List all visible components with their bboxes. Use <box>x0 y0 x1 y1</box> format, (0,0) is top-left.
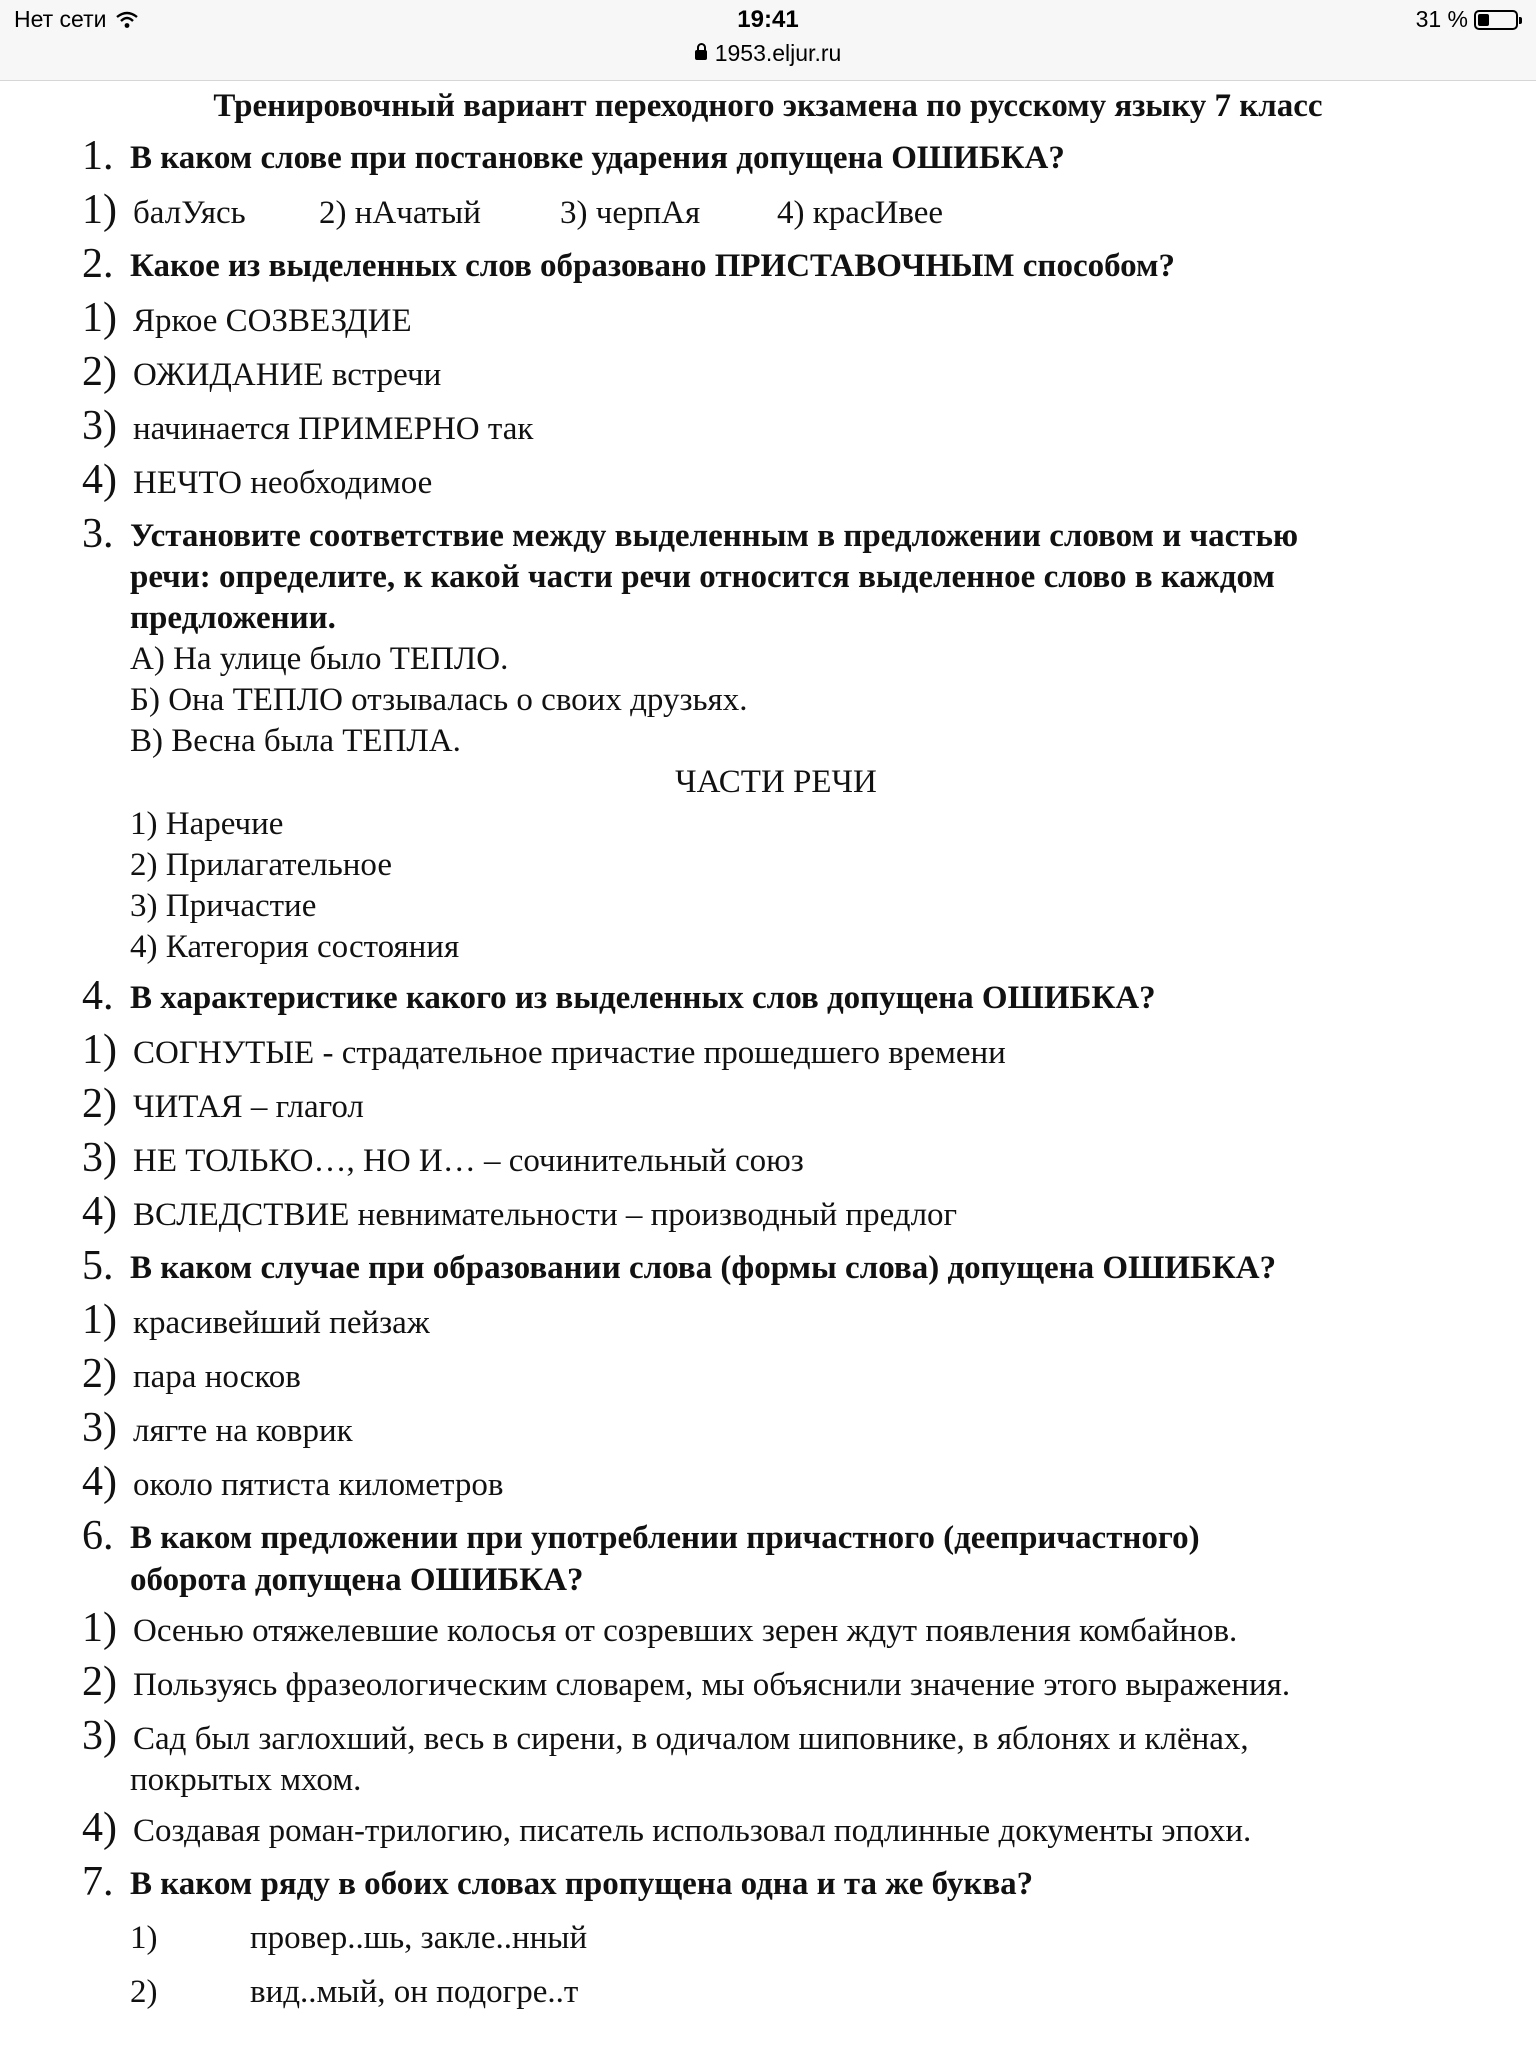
option-number: 3) <box>82 1713 117 1759</box>
option-text: Осенью отяжелевшие колосья от созревших зерен ждут появления комбайнов. <box>133 1613 1238 1649</box>
page-title: Тренировочный вариант переходного экзамена по русскому языку 7 класс <box>213 88 1323 124</box>
battery-level <box>1478 14 1489 26</box>
option-text: красивейший пейзаж <box>133 1305 430 1341</box>
option-text: вид..мый, он подогре..т <box>250 1974 579 2010</box>
question-text: В каком слове при постановке ударения допущена ОШИБКА? <box>130 140 1065 176</box>
parts-heading: ЧАСТИ РЕЧИ <box>675 764 877 800</box>
option-number: 3) <box>82 403 117 449</box>
sentence: А) На улице было ТЕПЛО. <box>130 641 509 677</box>
option-text: НЕ ТОЛЬКО…, НО И… – сочинительный союз <box>133 1143 804 1179</box>
option-number: 2) <box>82 1081 117 1127</box>
option-text: Яркое СОЗВЕЗДИЕ <box>133 303 412 339</box>
option-number: 3) <box>82 1405 117 1451</box>
url-text: 1953.eljur.ru <box>714 40 842 66</box>
question-number: 4. <box>82 973 114 1019</box>
clock: 19:41 <box>737 6 799 33</box>
option-text: провер..шь, закле..нный <box>250 1920 588 1956</box>
sentence: Б) Она ТЕПЛО отзывалась о своих друзьях. <box>130 682 748 718</box>
status-bar <box>0 0 1536 81</box>
lock-icon <box>695 50 707 60</box>
question-text: В каком ряду в обоих словах пропущена одна и та же буква? <box>130 1866 1034 1902</box>
part-of-speech: 1) Наречие <box>130 806 284 842</box>
question-text: Установите соответствие между выделенным в предложении словом и частью <box>130 518 1299 554</box>
battery-percent: 31 % <box>1415 6 1468 32</box>
battery-icon <box>1474 10 1518 30</box>
question-text: предложении. <box>130 600 336 636</box>
question-number: 7. <box>82 1859 114 1905</box>
option-number: 4) <box>82 1189 117 1235</box>
part-of-speech: 3) Причастие <box>130 888 317 924</box>
option-text: ОЖИДАНИЕ встречи <box>133 357 442 393</box>
option-number: 1) <box>82 1027 117 1073</box>
question-text: речи: определите, к какой части речи относится выделенное слово в каждом <box>130 559 1275 595</box>
option-number: 2) <box>82 1659 117 1705</box>
option-text: начинается ПРИМЕРНО так <box>133 411 534 447</box>
sentence: В) Весна была ТЕПЛА. <box>130 723 461 759</box>
question-text: В каком предложении при употреблении причастного (деепричастного) <box>130 1520 1200 1556</box>
option-number: 4) <box>82 1805 117 1851</box>
question-number: 6. <box>82 1513 114 1559</box>
question-number: 3. <box>82 511 114 557</box>
option-text: Пользуясь фразеологическим словарем, мы объяснили значение этого выражения. <box>133 1667 1291 1703</box>
option-number: 2) <box>82 349 117 395</box>
option-number: 1) <box>82 1297 117 1343</box>
option-text: 3) черпАя <box>560 195 701 231</box>
part-of-speech: 2) Прилагательное <box>130 847 392 883</box>
option-text: 4) красИвее <box>777 195 944 231</box>
document-page <box>0 80 1536 2048</box>
option-text: 2) нАчатый <box>319 195 481 231</box>
option-text: ЧИТАЯ – глагол <box>133 1089 364 1125</box>
option-text: Сад был заглохший, весь в сирени, в одичалом шиповнике, в яблонях и клёнах, <box>133 1721 1249 1757</box>
option-text: около пятиста километров <box>133 1467 504 1503</box>
question-number: 5. <box>82 1243 114 1289</box>
address-bar[interactable] <box>0 40 1536 67</box>
option-text: Создавая роман-трилогию, писатель использовал подлинные документы эпохи. <box>133 1813 1252 1849</box>
option-number: 4) <box>82 1459 117 1505</box>
option-number: 1) <box>82 1605 117 1651</box>
option-number: 1) <box>82 187 117 233</box>
network-label: Нет сети <box>14 6 107 32</box>
question-text: В каком случае при образовании слова (формы слова) допущена ОШИБКА? <box>130 1250 1277 1286</box>
question-number: 1. <box>82 133 114 179</box>
option-number: 3) <box>82 1135 117 1181</box>
question-text: В характеристике какого из выделенных слов допущена ОШИБКА? <box>130 980 1156 1016</box>
question-number: 2. <box>82 241 114 287</box>
option-text: лягте на коврик <box>133 1413 353 1449</box>
option-text: ВСЛЕДСТВИЕ невнимательности – производный предлог <box>133 1197 958 1233</box>
option-text: балУясь <box>133 195 246 231</box>
option-text: СОГНУТЫЕ - страдательное причастие прошедшего времени <box>133 1035 1006 1071</box>
part-of-speech: 4) Категория состояния <box>130 929 460 965</box>
option-text: пара носков <box>133 1359 301 1395</box>
option-number: 1) <box>82 295 117 341</box>
option-number: 2) <box>82 1351 117 1397</box>
question-text: Какое из выделенных слов образовано ПРИСТАВОЧНЫМ способом? <box>130 248 1176 284</box>
option-text: НЕЧТО необходимое <box>133 465 433 501</box>
question-text: оборота допущена ОШИБКА? <box>130 1562 584 1598</box>
option-text: покрытых мхом. <box>130 1762 362 1798</box>
battery-status <box>1416 6 1518 33</box>
option-number: 2) <box>130 1974 158 2010</box>
option-number: 4) <box>82 457 117 503</box>
option-number: 1) <box>130 1920 158 1956</box>
